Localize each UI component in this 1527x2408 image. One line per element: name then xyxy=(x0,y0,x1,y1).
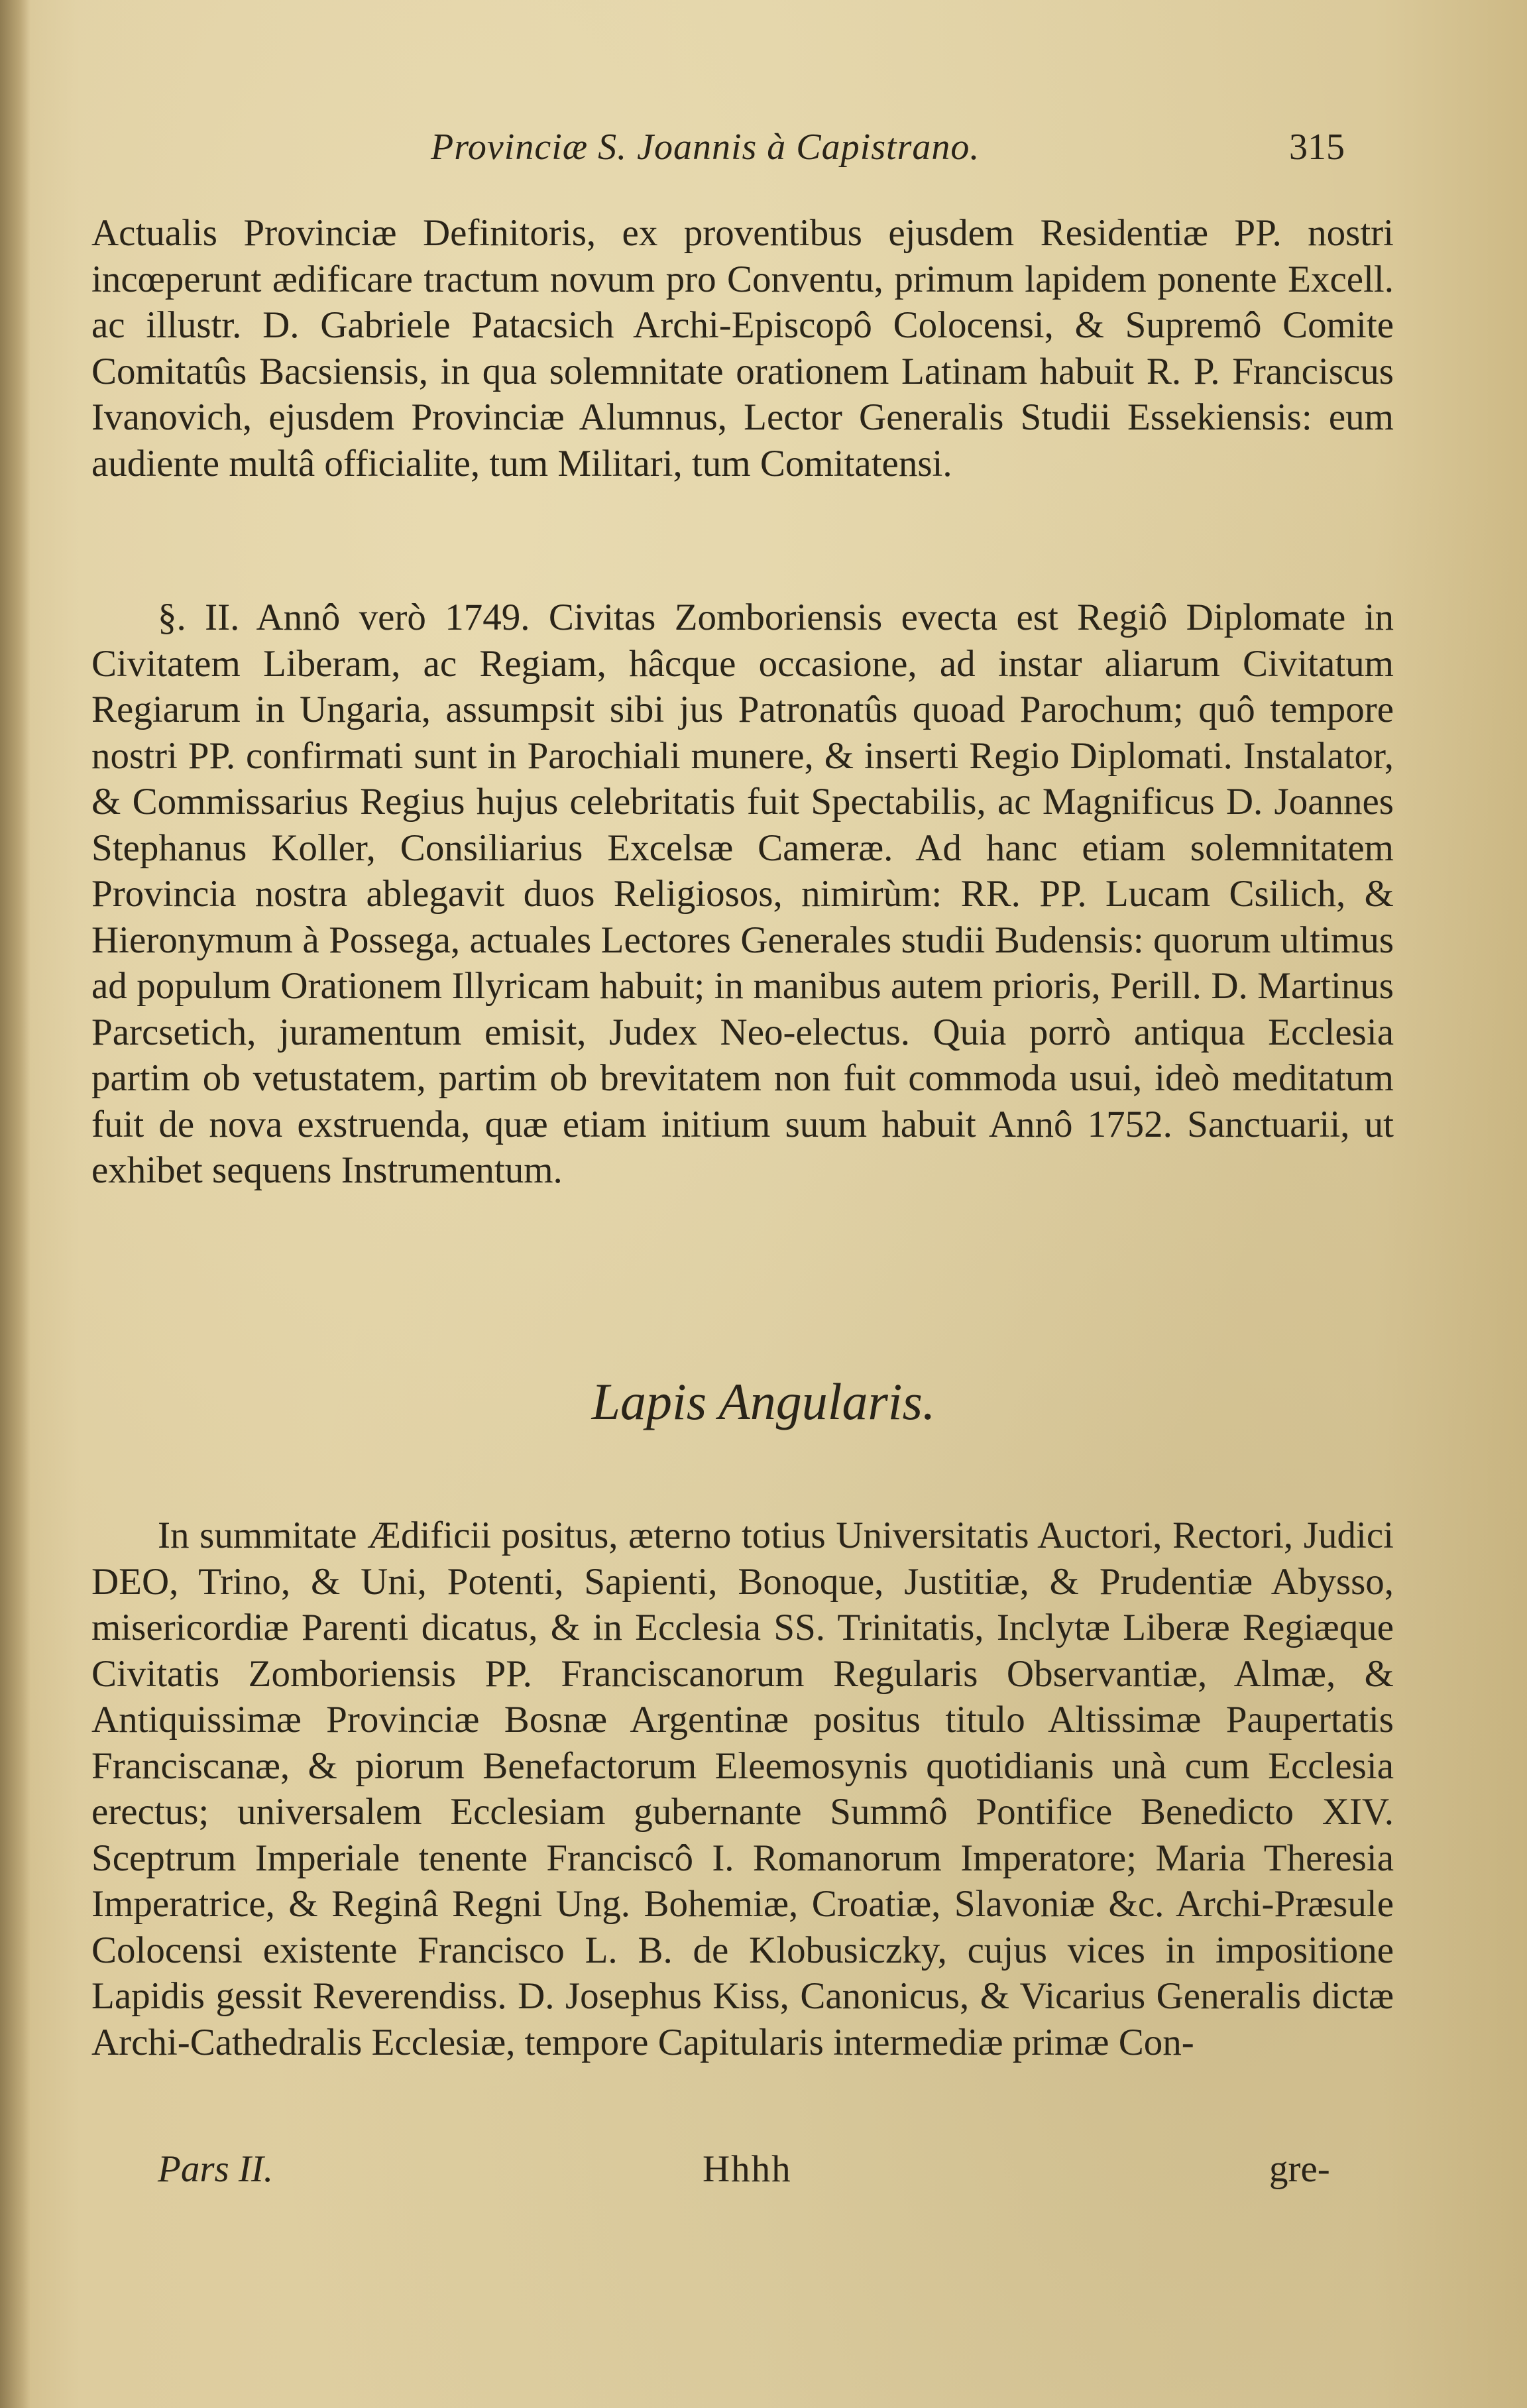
footer-catchword: gre- xyxy=(1269,2148,1330,2190)
footer-part-label: Pars II. xyxy=(158,2148,274,2190)
footer-signature-mark: Hhhh xyxy=(703,2148,792,2190)
running-title: Provinciæ S. Joannis à Capistrano. xyxy=(431,127,980,168)
section-heading: Lapis Angularis. xyxy=(591,1373,936,1430)
paragraph-intro: Actualis Provinciæ Definitoris, ex proventibus ejusdem Residentiæ PP. nostri incœperunt ædificare tractum novum pro Conventu, primum lapidem ponente Excell. ac illustr. D. Gabriele Patacsich Archi-Episcopô Colocensi, & Supremô Comite Comitatûs Bacsiensis, in qua solemnitate orationem Latinam habuit R. P. Franciscus Ivanovich, ejusdem Provinciæ Alumnus, Lector Generalis Studii Essekiensis: eum audiente multâ officialite, tum Militari, tum Comitatensi. xyxy=(91,212,1394,485)
page-gutter-shadow xyxy=(0,0,30,2408)
page-number: 315 xyxy=(1289,127,1345,168)
paragraph-inscription: In summitate Ædificii positus, æterno totius Universitatis Auctori, Rectori, Judici DEO, Trino, & Uni, Potenti, Sapienti, Bonoque, Justitiæ, & Prudentiæ Abysso, misericordiæ Parenti dicatus, & in Ecclesia SS. Trinitatis, Inclytæ Liberæ Regiæque Civitatis Zomboriensis PP. Franciscanorum Regularis Observantiæ, Almæ, & Antiquissimæ Provinciæ Bosnæ Argentinæ positus titulo Altissimæ Paupertatis Franciscanæ, & piorum Benefactorum Eleemosynis quotidianis unà cum Ecclesia erectus; universalem Ecclesiam gubernante Summô Pontifice Benedicto XIV. Sceptrum Imperiale tenente Franciscô I. Romanorum Imperatore; Maria Theresia Imperatrice, & Reginâ Regni Ung. Bohemiæ, Croatiæ, Slavoniæ &c. Archi-Præsule Colocensi existente Francisco L. B. de Klobusiczky, cujus vices in impositione Lapidis gessit Reverendiss. D. Josephus Kiss, Canonicus, & Vicarius Generalis dictæ Archi-Cathedralis Ecclesiæ, tempore Capitularis intermediæ primæ Con- xyxy=(91,1515,1394,2063)
paragraph-section-ii: §. II. Annô verò 1749. Civitas Zomboriensis evecta est Regiô Diplomate in Civitatem Liberam, ac Regiam, hâcque occasione, ad instar aliarum Civitatum Regiarum in Ungaria, assumpsit sibi jus Patronatûs quoad Parochum; quô tempore nostri PP. confirmati sunt in Parochiali munere, & inserti Regio Diplomati. Instalator, & Commissarius Regius hujus celebritatis fuit Spectabilis, ac Magnificus D. Joannes Stephanus Koller, Consiliarius Excelsæ Cameræ. Ad hanc etiam solemnitatem Provincia nostra ablegavit duos Religiosos, nimirùm: RR. PP. Lucam Csilich, & Hieronymum à Possega, actuales Lectores Generales studii Budensis: quorum ultimus ad populum Orationem Illyricam habuit; in manibus autem prioris, Perill. D. Martinus Parcsetich, juramentum emisit, Judex Neo-electus. Quia porrò antiqua Ecclesia partim ob vetustatem, partim ob brevitatem non fuit commoda usui, ideò meditatum fuit de nova exstruenda, quæ etiam initium suum habuit Annô 1752. Sanctuarii, ut exhibet sequens Instrumentum. xyxy=(91,597,1394,1191)
